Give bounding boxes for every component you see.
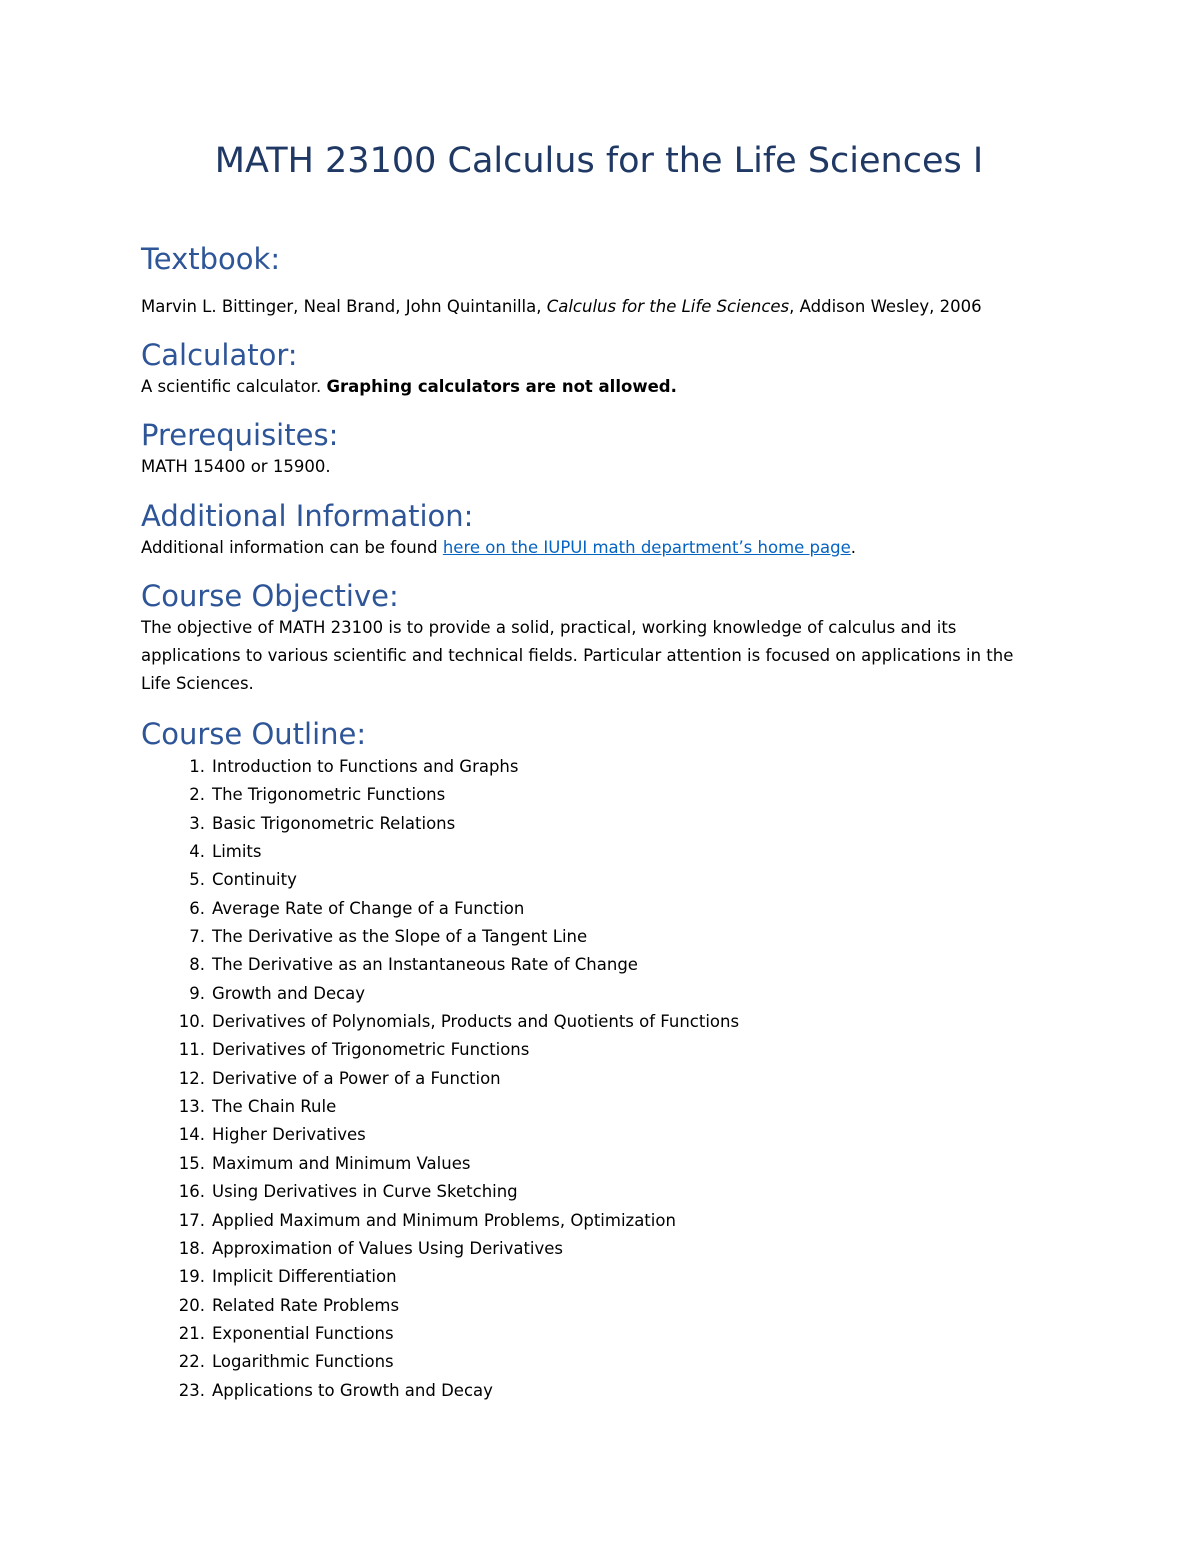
- outline-item-number: 3.: [189, 813, 205, 833]
- textbook-authors: Marvin L. Bittinger, Neal Brand, John Quintanilla,: [141, 297, 547, 316]
- page-title: MATH 23100 Calculus for the Life Sciences I: [214, 141, 984, 181]
- outline-item-number: 19.: [178, 1267, 205, 1287]
- outline-item-number: 5.: [189, 870, 205, 890]
- outline-item-number: 7.: [189, 927, 205, 947]
- outline-item-text: The Chain Rule: [212, 1097, 337, 1117]
- outline-item-number: 18.: [178, 1238, 205, 1258]
- outline-item-number: 15.: [178, 1153, 205, 1173]
- outline-item-text: Derivatives of Trigonometric Functions: [212, 1040, 530, 1060]
- outline-item-text: Approximation of Values Using Derivatives: [212, 1238, 564, 1258]
- outline-item-number: 17.: [178, 1210, 205, 1230]
- outline-item-text: Implicit Differentiation: [212, 1267, 397, 1287]
- calculator-text: [141, 373, 677, 401]
- course-objective-heading: Course Objective:: [141, 579, 399, 613]
- outline-item-text: The Derivative as the Slope of a Tangent Line: [212, 927, 588, 947]
- textbook-book-title: Calculus for the Life Sciences: [546, 297, 790, 316]
- course-outline-heading: Course Outline:: [141, 717, 367, 751]
- outline-item-text: Basic Trigonometric Relations: [212, 813, 456, 833]
- course-objective-line-2: applications to various scientific and technical fields. Particular attention is focused on applications in the: [141, 646, 1014, 665]
- outline-item-number: 22.: [178, 1352, 205, 1372]
- outline-item-number: 8.: [189, 955, 205, 975]
- calculator-description: A scientific calculator.: [141, 377, 327, 396]
- outline-item-text: Higher Derivatives: [212, 1125, 366, 1145]
- outline-item-number: 9.: [189, 983, 205, 1003]
- outline-item-number: 21.: [178, 1323, 205, 1343]
- course-objective-line-3: Life Sciences.: [141, 674, 254, 693]
- outline-item-text: Introduction to Functions and Graphs: [212, 757, 519, 776]
- outline-item-number: 10.: [178, 1012, 205, 1032]
- outline-item-text: The Trigonometric Functions: [212, 785, 446, 805]
- outline-item-number: 1.: [189, 757, 205, 776]
- outline-item-number: 2.: [189, 785, 205, 805]
- math-department-link[interactable]: here on the IUPUI math department’s home page: [442, 538, 851, 557]
- outline-item-number: 16.: [178, 1182, 205, 1202]
- outline-item-text: Growth and Decay: [212, 983, 366, 1003]
- outline-item-number: 20.: [178, 1295, 205, 1315]
- outline-item-text: Derivative of a Power of a Function: [212, 1068, 501, 1088]
- outline-item-text: Related Rate Problems: [212, 1295, 400, 1315]
- outline-item-number: 23.: [178, 1380, 205, 1400]
- calculator-rule: Graphing calculators are not allowed.: [326, 377, 677, 396]
- outline-item-number: 13.: [178, 1097, 205, 1117]
- prerequisites-text: MATH 15400 or 15900.: [141, 457, 331, 476]
- outline-item-text: Average Rate of Change of a Function: [212, 898, 525, 918]
- outline-item-text: Logarithmic Functions: [212, 1352, 394, 1372]
- outline-item-number: 12.: [178, 1068, 205, 1088]
- textbook-citation: [141, 293, 982, 321]
- outline-item-text: Derivatives of Polynomials, Products and Quotients of Functions: [212, 1012, 740, 1032]
- outline-item-text: Exponential Functions: [212, 1323, 394, 1343]
- outline-item-text: Maximum and Minimum Values: [212, 1153, 471, 1173]
- textbook-publisher: , Addison Wesley, 2006: [789, 297, 982, 316]
- prerequisites-heading: Prerequisites:: [141, 418, 339, 452]
- outline-item-text: Continuity: [212, 870, 297, 890]
- additional-info-lead: Additional information can be found: [141, 538, 443, 557]
- textbook-heading: Textbook:: [141, 242, 281, 276]
- outline-item-number: 4.: [189, 842, 205, 862]
- outline-item-text: Applied Maximum and Minimum Problems, Optimization: [212, 1210, 676, 1230]
- additional-info-period: .: [850, 538, 857, 557]
- outline-item-text: Limits: [212, 842, 262, 862]
- outline-item-text: Applications to Growth and Decay: [212, 1380, 493, 1400]
- additional-info-text: [141, 534, 856, 562]
- additional-info-heading: Additional Information:: [141, 499, 474, 533]
- outline-item-number: 11.: [178, 1040, 205, 1060]
- calculator-heading: Calculator:: [141, 338, 298, 372]
- outline-item-text: The Derivative as an Instantaneous Rate of Change: [212, 955, 638, 975]
- outline-item-number: 14.: [178, 1125, 205, 1145]
- outline-item-number: 6.: [189, 898, 205, 918]
- course-objective-line-1: The objective of MATH 23100 is to provide a solid, practical, working knowledge of calculus and its: [141, 618, 957, 637]
- outline-item-text: Using Derivatives in Curve Sketching: [212, 1182, 518, 1202]
